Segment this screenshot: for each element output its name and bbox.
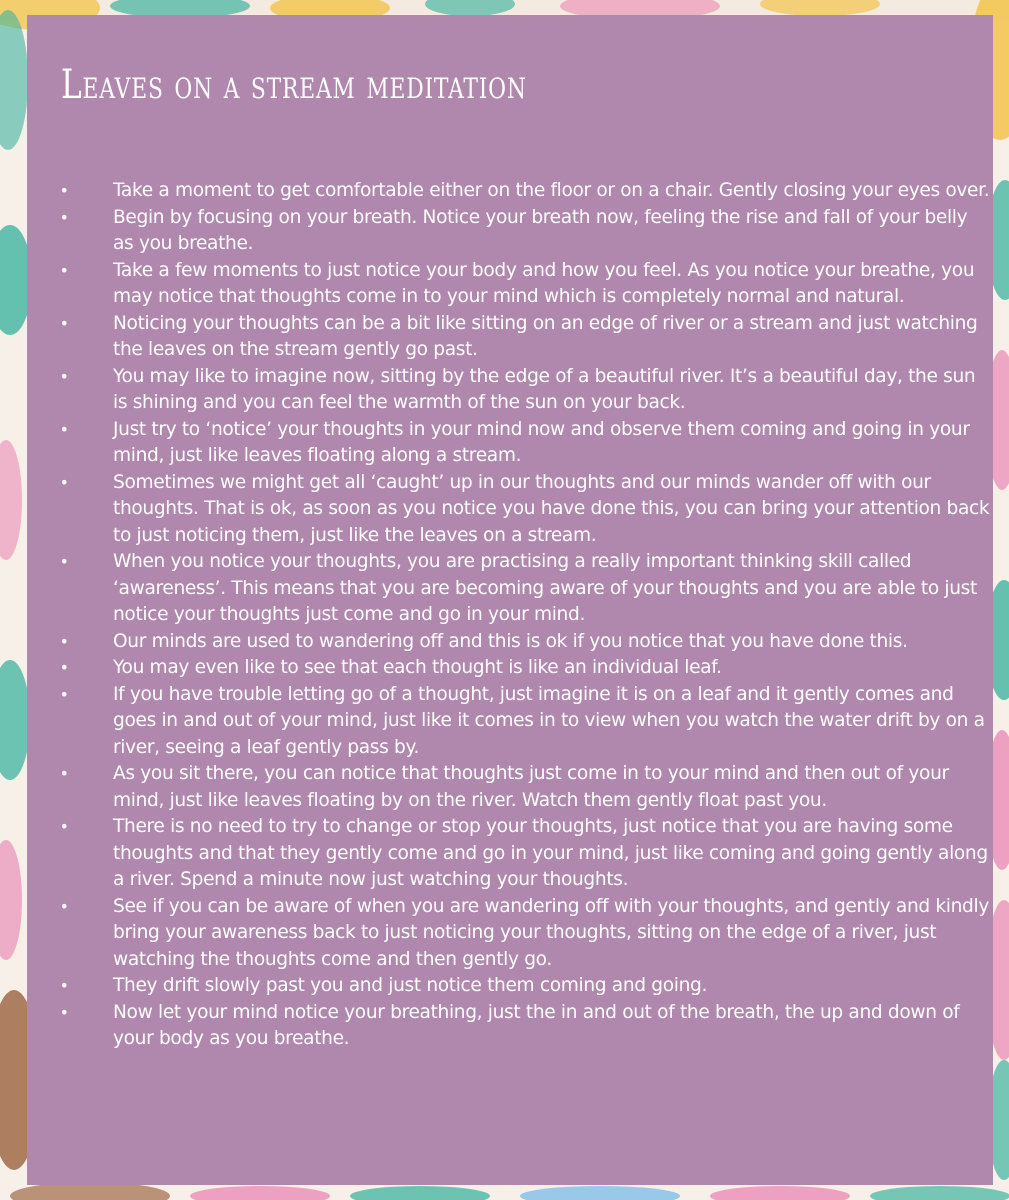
meditation-step <box>59 205 993 258</box>
meditation-step <box>59 470 993 550</box>
step-text: See if you can be aware of when you are wandering off with your thoughts, and gently and kindly bring your awareness back to just noticing your thoughts, sitting on the edge of a river, just watching the thoughts come and then gently go. <box>113 895 989 970</box>
step-text: Take a few moments to just notice your body and how you feel. As you notice your breathe, you may notice that thoughts come in to your mind which is completely normal and natural. <box>113 259 975 307</box>
step-text: You may even like to see that each thought is like an individual leaf. <box>113 657 722 678</box>
bullet-icon: • <box>59 976 69 995</box>
meditation-step <box>59 311 993 364</box>
meditation-step <box>59 973 993 1000</box>
bullet-icon: • <box>59 1002 69 1022</box>
step-text: Just try to ‘notice’ your thoughts in your mind now and observe them coming and going in your mind, just like leaves floating along a stream. <box>113 418 970 466</box>
meditation-step <box>59 894 993 974</box>
meditation-step <box>59 1000 993 1053</box>
step-text: If you have trouble letting go of a thought, just imagine it is on a leaf and it gently comes and goes in and out of your mind, just like it comes in to view when you watch the water drift by on a river, seeing a leaf gently pass by. <box>113 683 985 758</box>
bullet-icon: • <box>59 181 69 200</box>
step-text: Now let your mind notice your breathing, just the in and out of the breath, the up and down of your body as you breathe. <box>113 1001 960 1049</box>
step-text: There is no need to try to change or stop your thoughts, just notice that you are having some thoughts and that they gently come and go in your mind, just like coming and going gently along a river. Spend a minute now just watching your thoughts. <box>113 816 988 890</box>
bullet-icon: • <box>59 260 69 280</box>
meditation-step <box>59 549 993 629</box>
meditation-step <box>59 417 993 470</box>
bullet-icon: • <box>59 684 69 704</box>
meditation-step <box>59 364 993 417</box>
bullet-icon: • <box>59 817 69 836</box>
step-text: Our minds are used to wandering off and this is ok if you notice that you have done this. <box>113 630 908 652</box>
bullet-icon: • <box>59 658 69 677</box>
bullet-icon: • <box>59 207 69 227</box>
step-text: You may like to imagine now, sitting by the edge of a beautiful river. It’s a beautiful day, the sun is shining and you can feel the warmth of the sun on your back. <box>113 365 976 413</box>
meditation-step <box>59 258 993 311</box>
meditation-step <box>59 629 993 656</box>
meditation-steps-list <box>59 178 993 1053</box>
meditation-step <box>59 682 993 762</box>
page-title: Leaves on a stream meditation <box>61 62 527 108</box>
step-text: They drift slowly past you and just notice them coming and going. <box>113 975 708 996</box>
step-text: When you notice your thoughts, you are practising a really important thinking skill called ‘awareness’. This means that you are becoming aware of your thoughts and you are able to just notice your thoughts just come and go in your mind. <box>113 551 977 625</box>
bullet-icon: • <box>59 472 69 492</box>
step-text: Sometimes we might get all ‘caught’ up in our thoughts and our minds wander off with our thoughts. That is ok, as soon as you notice you have done this, you can bring your attention back to just noticing them, just like the leaves on a stream. <box>113 471 990 546</box>
step-text: Noticing your thoughts can be a bit like sitting on an edge of river or a stream and just watching the leaves on the stream gently go past. <box>113 312 978 360</box>
meditation-step <box>59 761 993 814</box>
meditation-step <box>59 655 993 682</box>
step-text: Take a moment to get comfortable either on the floor or on a chair. Gently closing your eyes over. <box>113 180 990 201</box>
bullet-icon: • <box>59 631 69 651</box>
bullet-icon: • <box>59 896 69 916</box>
meditation-step <box>59 814 993 894</box>
bullet-icon: • <box>59 313 69 333</box>
meditation-step <box>59 178 993 205</box>
bullet-icon: • <box>59 764 69 783</box>
step-text: As you sit there, you can notice that thoughts just come in to your mind and then out of your mind, just like leaves floating by on the river. Watch them gently float past you. <box>113 763 949 811</box>
bullet-icon: • <box>59 552 69 571</box>
bullet-icon: • <box>59 419 69 439</box>
meditation-card <box>27 15 993 1185</box>
step-text: Begin by focusing on your breath. Notice your breath now, feeling the rise and fall of your belly as you breathe. <box>113 206 968 254</box>
bullet-icon: • <box>59 366 69 386</box>
